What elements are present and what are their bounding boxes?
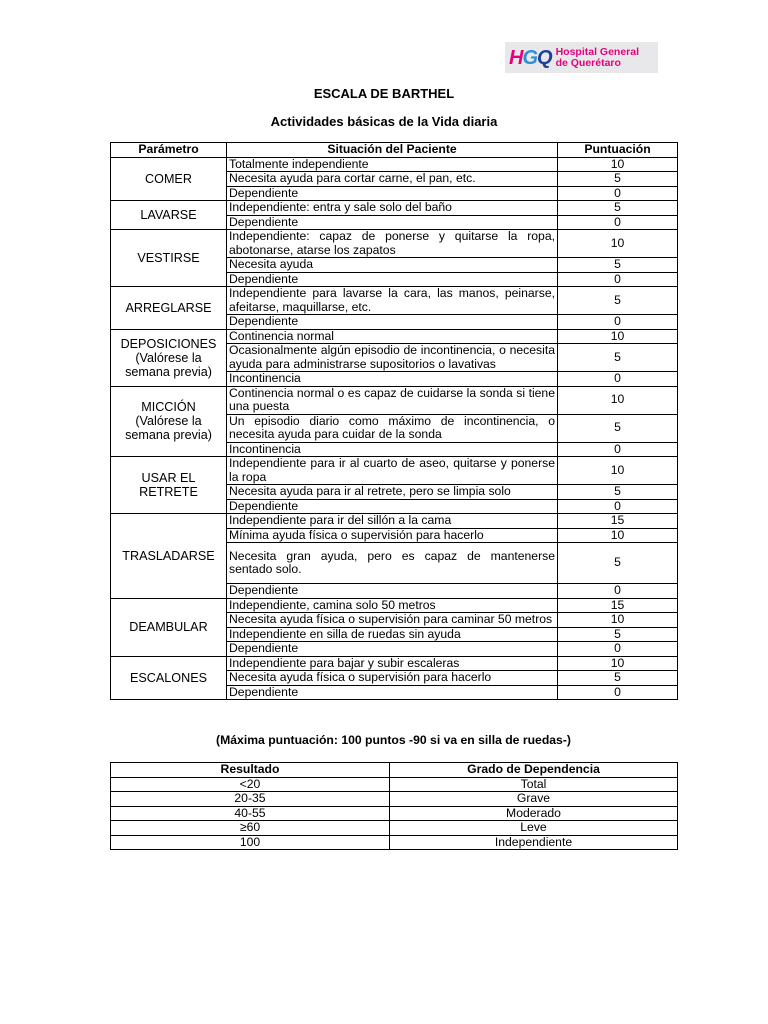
situation-cell: Dependiente [227, 315, 558, 330]
score-cell: 5 [558, 543, 678, 584]
header-situacion: Situación del Paciente [227, 143, 558, 158]
situation-cell: Independiente: capaz de ponerse y quitarse la ropa, abotonarse, atarse los zapatos [227, 230, 558, 258]
max-score-note: (Máxima puntuación: 100 puntos -90 si va en silla de ruedas-) [216, 733, 571, 747]
situation-cell: Necesita ayuda [227, 258, 558, 273]
score-cell: 10 [558, 157, 678, 172]
dependency-grade-cell: Moderado [390, 806, 678, 821]
table-header-row [111, 143, 678, 158]
situation-cell: Un episodio diario como máximo de incontinencia, o necesita ayuda para cuidar de la sonda [227, 414, 558, 442]
table-row [111, 514, 678, 529]
parameter-label: MICCIÓN [141, 400, 196, 415]
situation-cell: Dependiente [227, 499, 558, 514]
parameter-cell [111, 201, 227, 230]
parameter-label: TRASLADARSE [122, 548, 215, 563]
dependency-grade-cell: Leve [390, 821, 678, 836]
situation-cell: Necesita ayuda para cortar carne, el pan, etc. [227, 172, 558, 187]
table-row [111, 598, 678, 613]
results-header-row [111, 763, 678, 778]
situation-cell: Dependiente [227, 642, 558, 657]
score-cell: 0 [558, 499, 678, 514]
score-cell: 10 [558, 613, 678, 628]
score-cell: 0 [558, 584, 678, 599]
parameter-label: ARREGLARSE [125, 300, 212, 315]
table-row [111, 230, 678, 258]
situation-cell: Ocasionalmente algún episodio de incontinencia, o necesita ayuda para administrarse supositorios o lavativas [227, 344, 558, 372]
result-range-cell: 20-35 [111, 792, 390, 807]
document-title: ESCALA DE BARTHEL [313, 86, 455, 101]
header-grado: Grado de Dependencia [390, 763, 678, 778]
logo-line-1: Hospital General [555, 45, 640, 58]
situation-cell: Independiente para lavarse la cara, las manos, peinarse, afeitarse, maquillarse, etc. [227, 287, 558, 315]
barthel-table [110, 142, 678, 700]
situation-cell: Dependiente [227, 186, 558, 201]
parameter-label: RETRETE [139, 485, 198, 499]
score-cell: 5 [558, 172, 678, 187]
situation-cell: Necesita ayuda física o supervisión para hacerlo [227, 671, 558, 686]
parameter-cell [111, 157, 227, 201]
results-row [111, 806, 678, 821]
score-cell: 10 [558, 386, 678, 414]
parameter-cell [111, 514, 227, 599]
score-cell: 15 [558, 598, 678, 613]
logo-line-2: de Querétaro [555, 56, 621, 69]
dependency-grade-cell: Total [390, 777, 678, 792]
parameter-cell [111, 230, 227, 287]
parameter-label: semana previa) [125, 364, 212, 379]
score-cell: 5 [558, 344, 678, 372]
score-cell: 5 [558, 258, 678, 273]
score-cell: 10 [558, 457, 678, 485]
results-table [110, 762, 678, 850]
situation-cell: Dependiente [227, 685, 558, 700]
document-subtitle: Actividades básicas de la Vida diaria [270, 114, 498, 129]
table-row [111, 386, 678, 414]
parameter-cell [111, 598, 227, 656]
parameter-label: DEPOSICIONES [120, 336, 217, 351]
situation-cell: Independiente para ir al cuarto de aseo, quitarse y ponerse la ropa [227, 457, 558, 485]
situation-cell: Continencia normal [227, 329, 558, 344]
parameter-label: ESCALONES [130, 670, 207, 685]
score-cell: 5 [558, 287, 678, 315]
results-row [111, 821, 678, 836]
score-cell: 0 [558, 272, 678, 287]
parameter-cell [111, 329, 227, 386]
score-cell: 0 [558, 685, 678, 700]
situation-cell: Independiente en silla de ruedas sin ayuda [227, 627, 558, 642]
result-range-cell: 40-55 [111, 806, 390, 821]
situation-cell: Dependiente [227, 272, 558, 287]
result-range-cell: 100 [111, 835, 390, 850]
results-row [111, 835, 678, 850]
situation-cell: Incontinencia [227, 372, 558, 387]
score-cell: 5 [558, 671, 678, 686]
situation-cell: Totalmente independiente [227, 157, 558, 172]
result-range-cell: <20 [111, 777, 390, 792]
score-cell: 15 [558, 514, 678, 529]
situation-cell: Necesita ayuda para ir al retrete, pero se limpia solo [227, 485, 558, 500]
situation-cell: Independiente, camina solo 50 metros [227, 598, 558, 613]
header-resultado: Resultado [111, 763, 390, 778]
score-cell: 10 [558, 528, 678, 543]
situation-cell: Necesita ayuda física o supervisión para caminar 50 metros [227, 613, 558, 628]
situation-cell: Incontinencia [227, 442, 558, 457]
score-cell: 0 [558, 442, 678, 457]
header-puntuacion: Puntuación [558, 143, 678, 158]
table-row [111, 201, 678, 216]
parameter-cell [111, 656, 227, 700]
score-cell: 10 [558, 656, 678, 671]
table-row [111, 329, 678, 344]
parameter-label: LAVARSE [140, 208, 197, 222]
score-cell: 0 [558, 215, 678, 230]
situation-cell: Continencia normal o es capaz de cuidarse la sonda si tiene una puesta [227, 386, 558, 414]
hospital-logo [505, 42, 658, 73]
score-cell: 10 [558, 230, 678, 258]
dependency-grade-cell: Independiente [390, 835, 678, 850]
parameter-label: (Valórese la [135, 350, 202, 365]
situation-cell: Mínima ayuda física o supervisión para hacerlo [227, 528, 558, 543]
parameter-cell [111, 386, 227, 457]
parameter-label: USAR EL [141, 471, 196, 485]
table-row [111, 287, 678, 315]
table-row [111, 656, 678, 671]
parameter-label: DEAMBULAR [129, 620, 208, 634]
score-cell: 0 [558, 315, 678, 330]
parameter-label: COMER [145, 171, 192, 186]
parameter-label: semana previa) [125, 428, 212, 443]
hgq-logo-icon: HGQ [509, 46, 552, 69]
situation-cell: Dependiente [227, 584, 558, 599]
parameter-cell [111, 287, 227, 330]
table-row [111, 157, 678, 172]
score-cell: 0 [558, 186, 678, 201]
result-range-cell: ≥60 [111, 821, 390, 836]
score-cell: 5 [558, 627, 678, 642]
score-cell: 0 [558, 372, 678, 387]
results-row [111, 777, 678, 792]
score-cell: 10 [558, 329, 678, 344]
parameter-label: VESTIRSE [137, 251, 200, 265]
situation-cell: Independiente para ir del sillón a la cama [227, 514, 558, 529]
situation-cell: Independiente para bajar y subir escaleras [227, 656, 558, 671]
table-row [111, 457, 678, 485]
header-parametro: Parámetro [111, 143, 227, 158]
score-cell: 5 [558, 414, 678, 442]
situation-cell: Dependiente [227, 215, 558, 230]
score-cell: 0 [558, 642, 678, 657]
parameter-label: (Valórese la [135, 414, 202, 429]
score-cell: 5 [558, 201, 678, 216]
results-row [111, 792, 678, 807]
score-cell: 5 [558, 485, 678, 500]
situation-cell: Independiente: entra y sale solo del baño [227, 201, 558, 216]
logo-text [556, 47, 639, 69]
situation-cell: Necesita gran ayuda, pero es capaz de mantenerse sentado solo. [227, 543, 558, 584]
parameter-cell [111, 457, 227, 514]
dependency-grade-cell: Grave [390, 792, 678, 807]
